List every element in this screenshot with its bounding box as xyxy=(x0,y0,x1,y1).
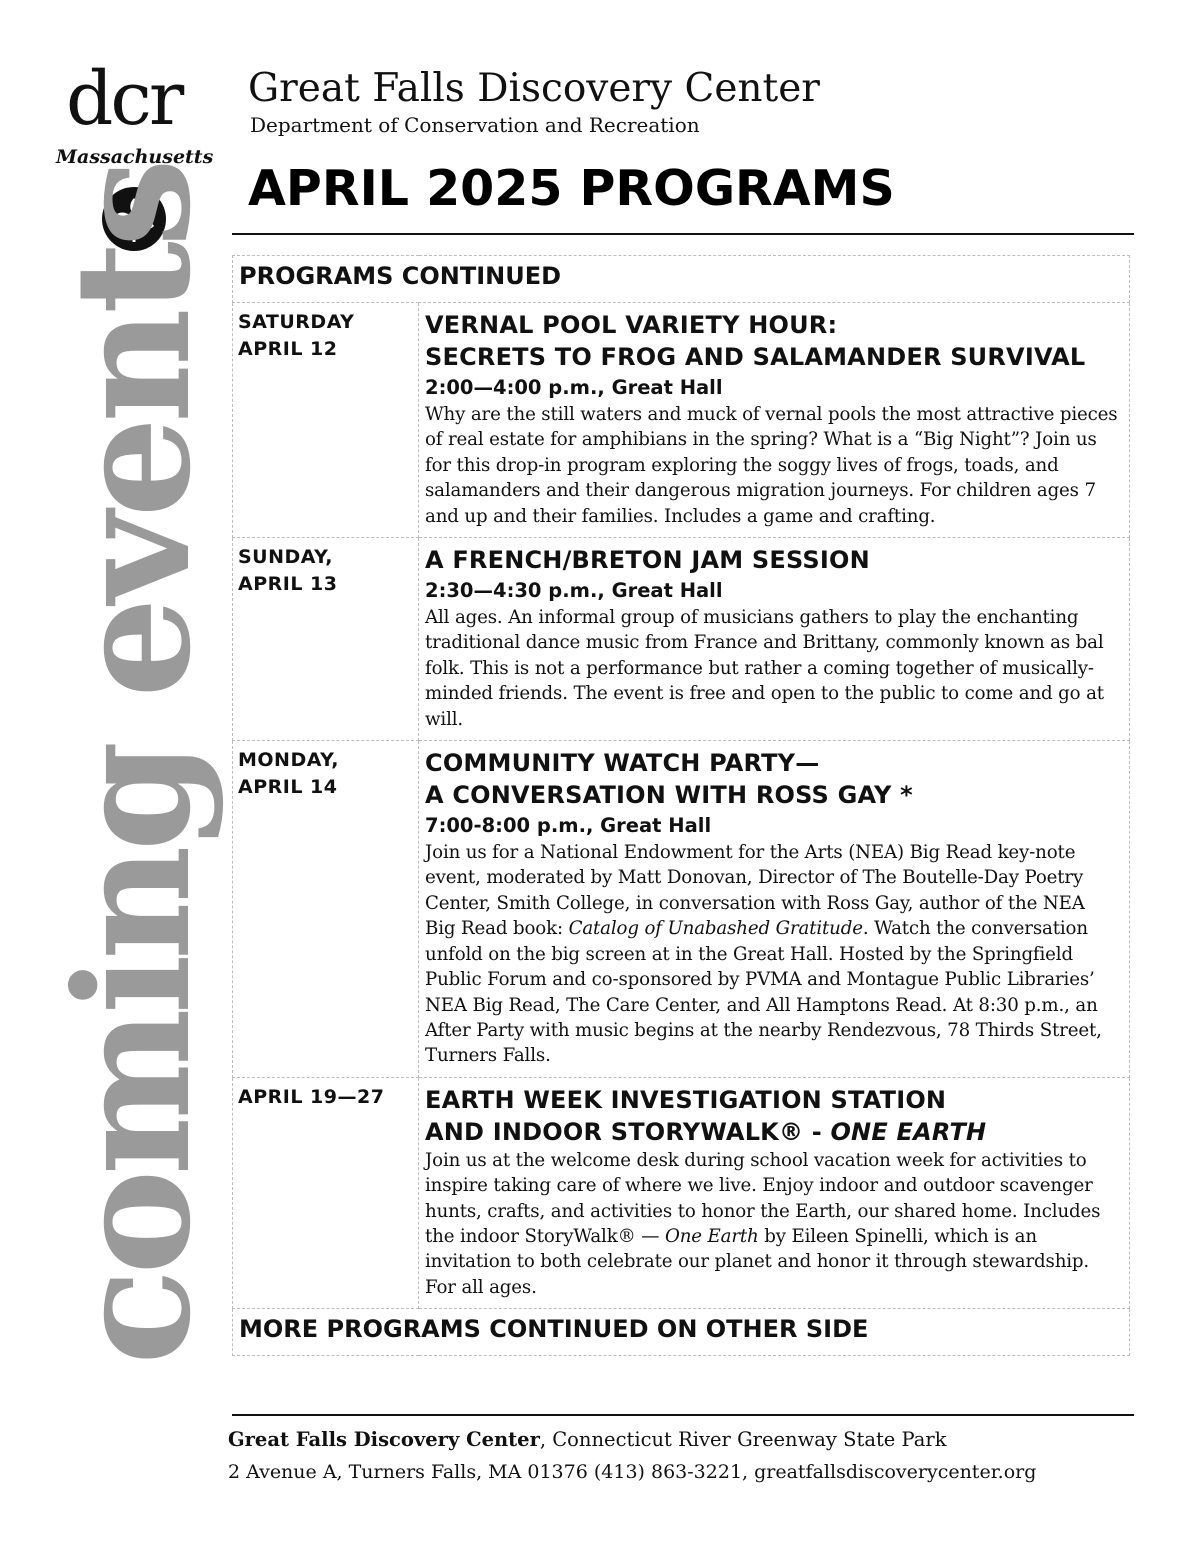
date-line: APRIL 14 xyxy=(238,776,338,799)
event-details xyxy=(419,1077,1130,1308)
header-divider xyxy=(232,233,1134,235)
org-subtitle: Department of Conservation and Recreation xyxy=(250,113,700,137)
page-title: APRIL 2025 PROGRAMS xyxy=(248,160,895,217)
org-title: Great Falls Discovery Center xyxy=(248,66,820,111)
footer-location xyxy=(228,1428,947,1451)
event-description: Why are the still waters and muck of vernal pools the most attractive pieces of real estate for amphibians in the spring? What is a “Big Night”? Join us for this drop-in program exploring the soggy lives of frogs, toads, and salamanders and their dangerous migration journeys. For children ages 7 and up and their families. Includes a game and crafting. xyxy=(425,404,1118,527)
event-title: SECRETS TO FROG AND SALAMANDER SURVIVAL xyxy=(425,343,1086,371)
event-description: All ages. An informal group of musicians gathers to play the enchanting traditional dance music from France and Brittany, commonly known as bal folk. This is not a performance but rather a coming together of musically-minded friends. The event is free and open to the public to come and go at will. xyxy=(425,607,1104,730)
event-title: COMMUNITY WATCH PARTY— xyxy=(425,749,820,778)
table-row xyxy=(233,303,1130,538)
event-description xyxy=(425,840,1119,1069)
more-programs-note: MORE PROGRAMS CONTINUED ON OTHER SIDE xyxy=(233,1309,1130,1356)
event-date xyxy=(233,538,419,741)
footer-address: 2 Avenue A, Turners Falls, MA 01376 (413) 863-3221, greatfallsdiscoverycenter.org xyxy=(228,1461,1037,1483)
event-title xyxy=(425,1116,1119,1148)
event-title: EARTH WEEK INVESTIGATION STATION xyxy=(425,1085,947,1114)
event-details xyxy=(419,303,1130,538)
event-title: VERNAL POOL VARIETY HOUR: xyxy=(425,311,838,339)
event-date xyxy=(233,303,419,538)
date-line: APRIL 19—27 xyxy=(238,1085,385,1108)
book-title: ONE EARTH xyxy=(830,1117,987,1146)
event-date xyxy=(233,741,419,1078)
programs-continued-heading: PROGRAMS CONTINUED xyxy=(233,256,1130,303)
table-row xyxy=(233,741,1130,1078)
event-time: 7:00-8:00 p.m., Great Hall xyxy=(425,814,712,838)
dcr-logo-state: Massachusetts xyxy=(56,146,214,168)
footer-org-name: Great Falls Discovery Center xyxy=(228,1428,540,1451)
description-text: Join us at the welcome desk during school vacation week for activities to inspire taking care of where we live. Enjoy indoor and outdoor scavenger hunts, crafts, and activities to honor the Earth, our shared home. Includes the indoor StoryWalk® — xyxy=(425,1149,1101,1247)
footer-park: , Connecticut River Greenway State Park xyxy=(539,1428,947,1451)
book-title: Catalog of Unabashed Gratitude xyxy=(568,918,863,940)
event-time: 2:30—4:30 p.m., Great Hall xyxy=(425,579,723,603)
dcr-logo-text: dcr xyxy=(66,56,182,142)
event-time: 2:00—4:00 p.m., Great Hall xyxy=(425,376,723,399)
book-title: One Earth xyxy=(664,1225,759,1247)
event-title: A CONVERSATION WITH ROSS GAY * xyxy=(425,781,913,810)
event-details xyxy=(419,741,1130,1078)
event-date xyxy=(233,1077,419,1308)
table-row xyxy=(233,1077,1130,1308)
event-details xyxy=(419,538,1130,741)
table-row xyxy=(233,538,1130,741)
programs-table xyxy=(232,255,1130,1356)
coming-events-banner: coming events xyxy=(41,164,226,1365)
date-line: APRIL 12 xyxy=(238,338,338,360)
title-text: AND INDOOR STORYWALK® - xyxy=(425,1117,831,1146)
description-text: by Eileen Spinelli, which is an invitation to both celebrate our planet and honor it through stewardship. For all ages. xyxy=(425,1225,1090,1298)
description-text: Join us for a National Endowment for the Arts (NEA) Big Read key-note event, moderated by Matt Donovan, Director of The Boutelle-Day Poetry Center, Smith College, in conversation with Ross Gay, author of the NEA Big Read book: xyxy=(425,842,1085,940)
date-line: MONDAY, xyxy=(238,749,339,772)
date-line: APRIL 13 xyxy=(238,573,338,596)
description-text: . Watch the conversation unfold on the big screen at in the Great Hall. Hosted by the Springfield Public Forum and co-sponsored by PVMA and Montague Public Libraries’ NEA Big Read, The Care Center, and All Hamptons Read. At 8:30 p.m., an After Party with music begins at the nearby Rendezvous, 78 Thirds Street, Turners Falls. xyxy=(425,918,1102,1067)
date-line: SUNDAY, xyxy=(238,546,334,569)
footer-divider xyxy=(232,1414,1134,1416)
date-line: SATURDAY xyxy=(238,311,355,333)
event-description xyxy=(425,1148,1119,1300)
event-title: A FRENCH/BRETON JAM SESSION xyxy=(425,546,870,575)
